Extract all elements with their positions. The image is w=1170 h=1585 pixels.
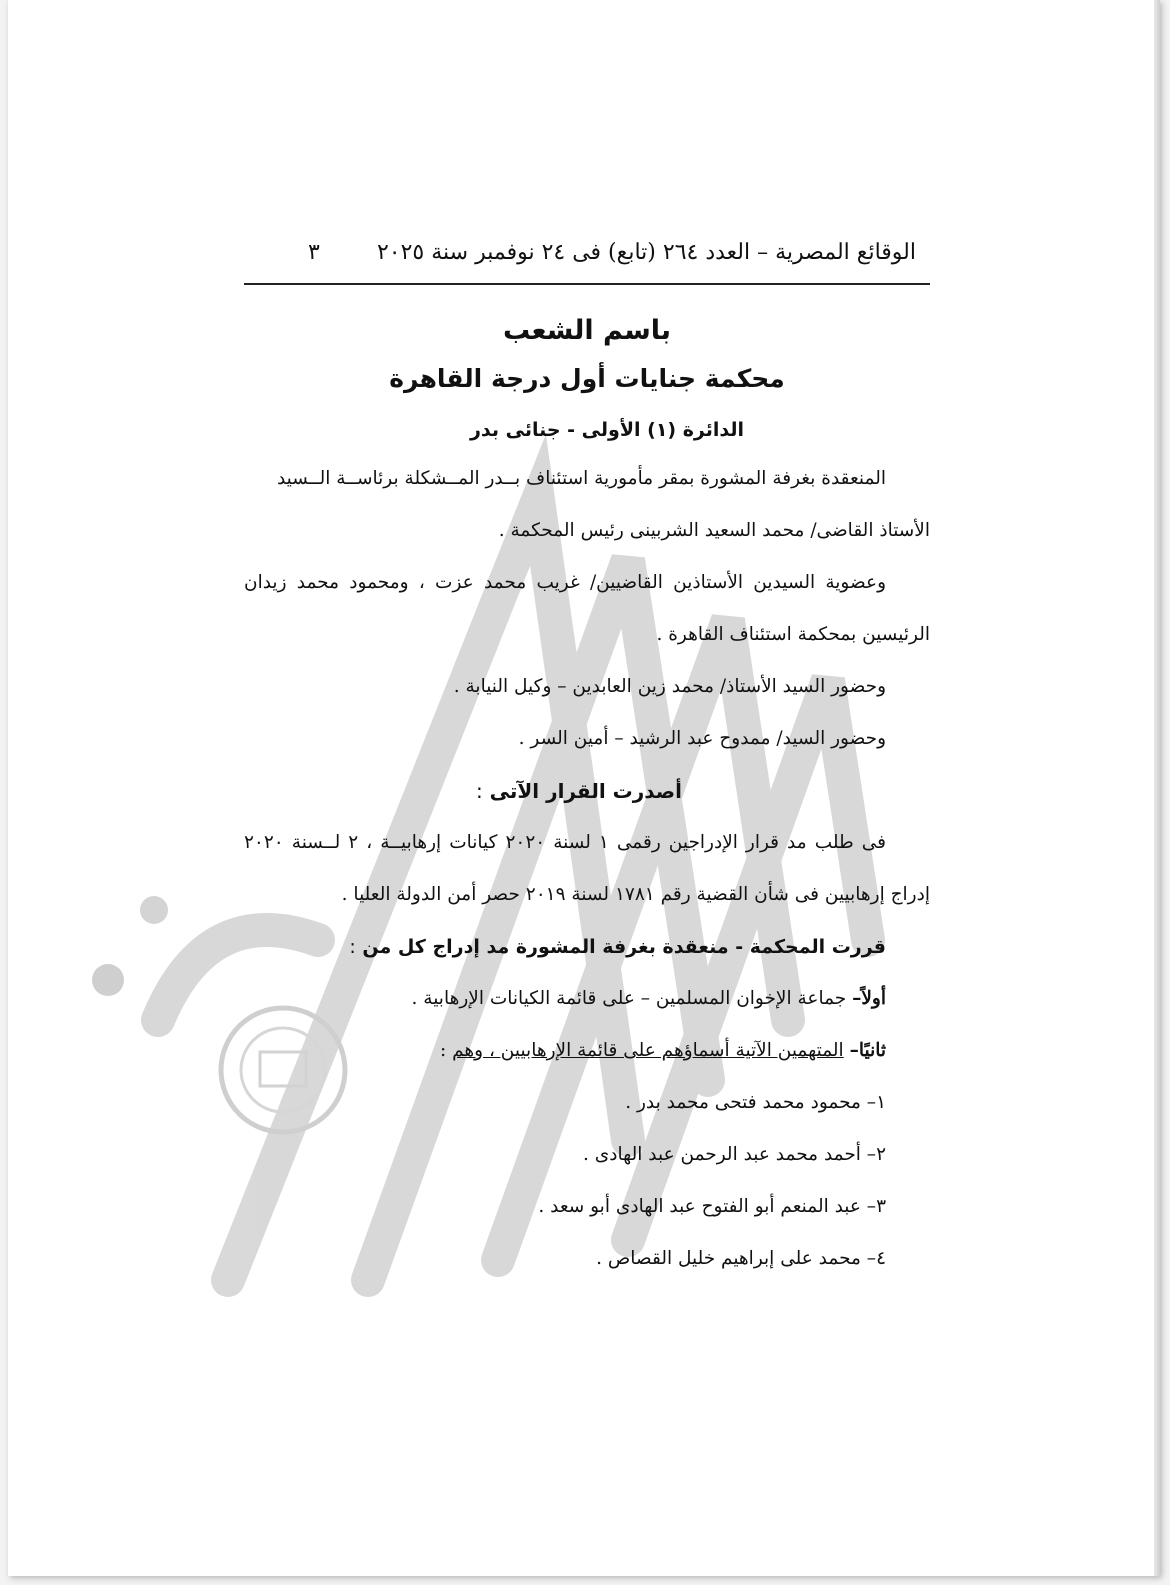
- first-item-text: جماعة الإخوان المسلمين – على قائمة الكيانات الإرهابية .: [411, 988, 847, 1009]
- gazette-title: الوقائع المصرية – العدد ٢٦٤ (تابع) فى ٢٤ نوفمبر سنة ٢٠٢٥: [376, 240, 916, 265]
- names-list: [244, 1077, 930, 1285]
- prosecution-line: وحضور السيد الأستاذ/ محمد زين العابدين – وكيل النيابة .: [453, 676, 886, 697]
- list-item: ٤– محمد على إبراهيم خليل القصاص .: [596, 1248, 886, 1269]
- members-line-2: الرئيسين بمحكمة استئناف القاهرة .: [656, 624, 930, 645]
- list-item: ٣– عبد المنعم أبو الفتوح عبد الهادى أبو سعد .: [538, 1196, 886, 1217]
- court-decided-line: [244, 921, 930, 973]
- page-number: ٣: [308, 240, 320, 265]
- heading-court: محكمة جنايات أول درجة القاهرة: [389, 364, 785, 393]
- document-content: [244, 240, 930, 1285]
- first-item-label: أولاً–: [852, 988, 886, 1009]
- judge-line: الأستاذ القاضى/ محمد السعيد الشربينى رئيس المحكمة .: [498, 520, 930, 541]
- heading-circuit: الدائرة (١) الأولى - جنائى بدر: [469, 419, 745, 441]
- second-item: [244, 1025, 930, 1077]
- decision-heading-text: أصدرت القرار الآتى: [489, 779, 682, 803]
- list-item: ١– محمود محمد فتحى محمد بدر .: [625, 1092, 886, 1113]
- request-line-2: إدراج إرهابيين فى شأن القضية رقم ١٧٨١ لسنة ٢٠١٩ حصر أمن الدولة العليا .: [341, 884, 930, 905]
- court-decided-text: قررت المحكمة - منعقدة بغرفة المشورة مد إدراج كل من: [362, 936, 886, 958]
- decision-heading-colon: :: [475, 779, 483, 803]
- members-line: وعضوية السيدين الأستاذين القاضيين/ غريب محمد عزت ، ومحمود محمد زيدان: [244, 572, 886, 593]
- decision-heading: [244, 765, 930, 817]
- second-item-colon: :: [439, 1040, 447, 1061]
- second-item-text: المتهمين الآتية أسماؤهم على قائمة الإرهابيين ، وهم: [452, 1040, 844, 1061]
- second-item-label: ثانيًا–: [849, 1040, 886, 1061]
- heading-name-of-people: باسم الشعب: [502, 315, 672, 346]
- first-item: [244, 973, 930, 1025]
- gazette-header: [244, 240, 930, 285]
- list-item: ٢– أحمد محمد عبد الرحمن عبد الهادى .: [583, 1144, 886, 1165]
- secretary-line: وحضور السيد/ ممدوح عبد الرشيد – أمين السر .: [518, 728, 886, 749]
- request-line: فى طلب مد قرار الإدراجين رقمى ١ لسنة ٢٠٢٠ كيانات إرهابيــة ، ٢ لــسنة ٢٠٢٠: [244, 832, 886, 853]
- session-line: المنعقدة بغرفة المشورة بمقر مأمورية استئناف بــدر المــشكلة برئاســة الــسيد: [276, 468, 886, 489]
- court-decided-colon: :: [349, 936, 356, 958]
- document-page: [8, 0, 1160, 1576]
